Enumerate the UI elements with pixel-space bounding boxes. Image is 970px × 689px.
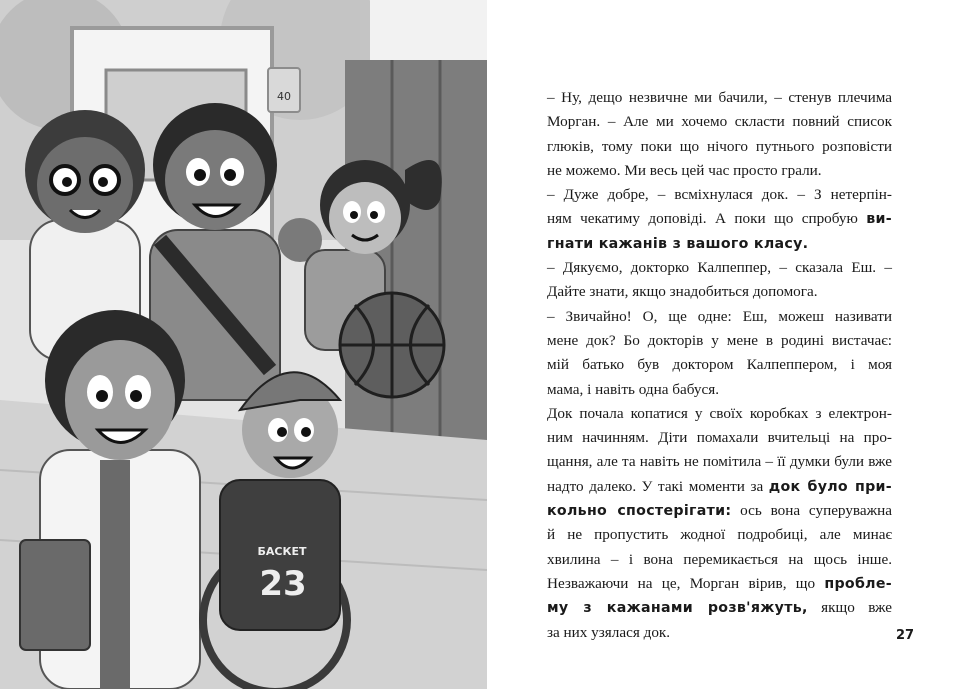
text-line — [547, 450, 892, 474]
text-line — [547, 135, 892, 159]
text-segment: ням чекатиму доповіді. А поки що спробую — [547, 210, 867, 228]
text-line — [547, 329, 892, 353]
text-line — [547, 548, 892, 572]
text-segment: не можемо. Ми весь цей час просто грали. — [547, 161, 822, 179]
text-line — [547, 523, 892, 547]
text-line — [547, 596, 892, 620]
text-segment: якщо вже — [807, 599, 892, 617]
text-segment: хвилина – і вона перемикається на щось інше. — [547, 550, 892, 568]
text-segment: надто далеко. У такі моменти за — [547, 477, 769, 495]
text-segment: щання, але та навіть не помітила – її думки були вже — [547, 453, 892, 471]
page-number: 27 — [896, 628, 915, 643]
text-segment: – Ну, дещо незвичне ми бачили, – стенув плечима — [547, 89, 892, 106]
highlighted-phrase: кольно спостерігати: — [547, 503, 732, 520]
text-line — [547, 86, 892, 110]
text-segment: – Дякуємо, докторко Калпеппер, – сказала Еш. – — [547, 259, 892, 277]
jersey-word: БАСКЕТ — [257, 545, 307, 558]
books — [20, 540, 90, 650]
text-segment: мама, і навіть одна бабуся. — [547, 380, 720, 398]
text-line — [547, 426, 892, 450]
text-segment: Морган. – Але ми хочемо скласти повний список — [547, 113, 892, 131]
text-segment: глюків, тому поки що нічого путнього розповісти — [547, 137, 892, 155]
highlighted-phrase: ви- — [866, 211, 892, 228]
text-segment: – Дуже добре, – всміхнулася док. – З нетерпін- — [547, 186, 892, 204]
text-line — [547, 305, 892, 329]
text-segment: Дайте знати, якщо знадобиться допомога. — [547, 283, 818, 301]
text-line — [547, 572, 892, 596]
boy-with-backpack — [20, 310, 200, 689]
jersey-number: 23 — [259, 564, 307, 604]
highlighted-phrase: док було при- — [768, 478, 892, 495]
text-segment: мене док? Бо докторів у мене в родині вистачає: — [547, 331, 892, 349]
highlighted-phrase: гнати кажанів з вашого класу. — [547, 235, 809, 252]
text-line — [547, 110, 892, 134]
text-segment: ним начинням. Діти помахали вчительці на про- — [547, 429, 892, 447]
text-segment: Док почала копатися у своїх коробках з електрон- — [547, 404, 892, 422]
text-segment: – Звичайно! О, ще одне: Еш, можеш називати — [547, 307, 892, 325]
text-line — [547, 378, 892, 402]
highlighted-phrase: му з кажанами розв'яжуть, — [547, 600, 808, 617]
basketball — [340, 293, 444, 397]
text-line — [547, 402, 892, 426]
text-line — [547, 499, 892, 523]
text-line — [547, 183, 892, 207]
text-segment: Незважаючи на це, Морган вірив, що — [547, 574, 825, 592]
text-line — [547, 621, 892, 645]
text-line — [547, 159, 892, 183]
text-segment: мій батько був доктором Калпеппером, і моя — [547, 356, 892, 374]
text-segment: ось вона суперуважна — [731, 502, 892, 520]
text-line — [547, 207, 892, 231]
story-text — [547, 86, 892, 645]
text-line — [547, 256, 892, 280]
text-segment: за них узялася док. — [547, 623, 671, 641]
text-line — [547, 280, 892, 304]
text-segment: й не пропустить жодної подробиці, але минає — [547, 526, 892, 544]
door-number: 40 — [277, 90, 291, 103]
text-line — [547, 353, 892, 377]
text-line — [547, 475, 892, 499]
text-line — [547, 232, 892, 256]
highlighted-phrase: пробле- — [824, 575, 892, 592]
